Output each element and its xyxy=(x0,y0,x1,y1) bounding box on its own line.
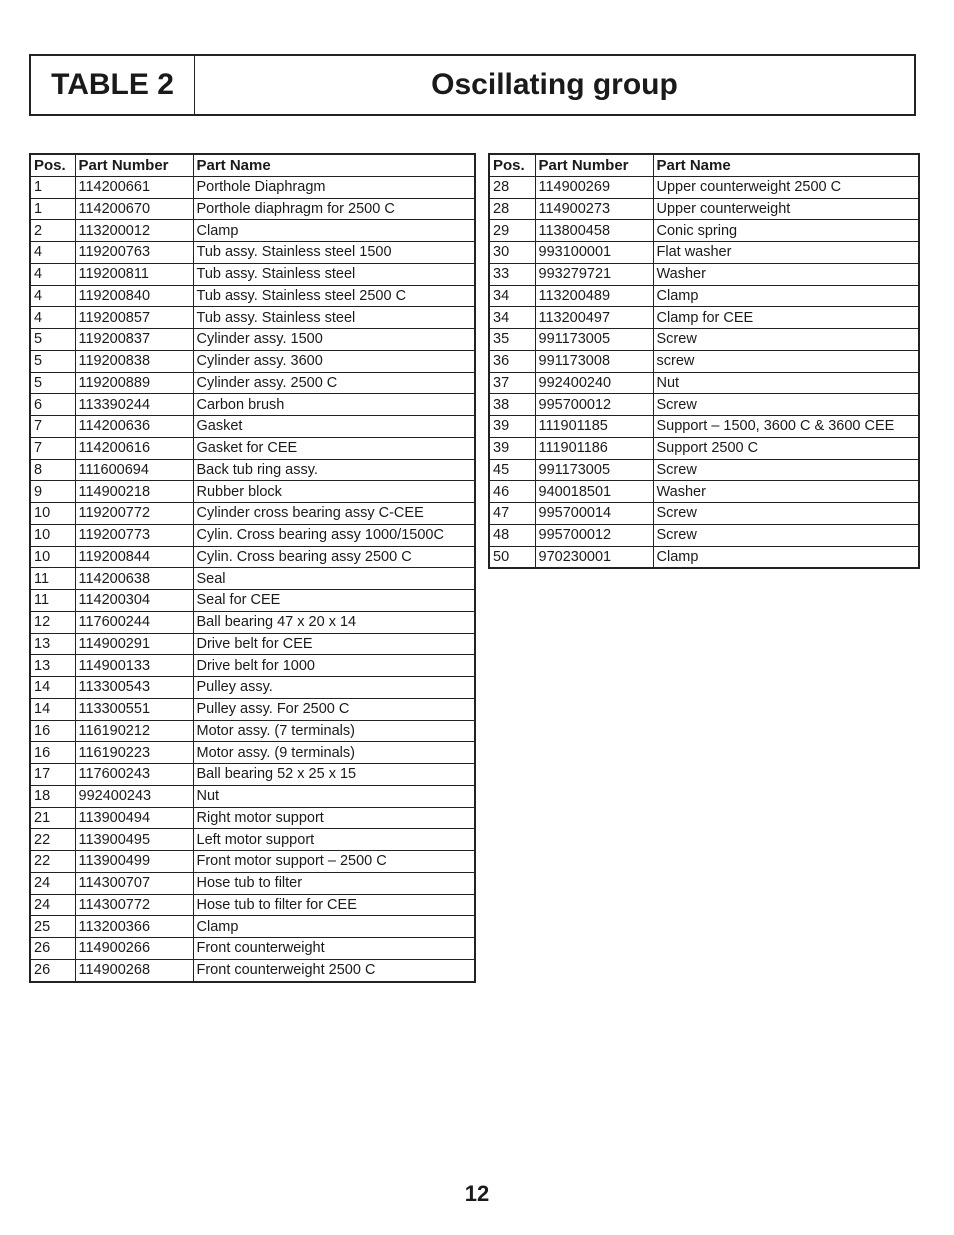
cell-part-name: Cylinder assy. 3600 xyxy=(193,350,475,372)
cell-pos: 1 xyxy=(30,198,75,220)
cell-part-number: 113900495 xyxy=(75,829,193,851)
cell-part-name: Screw xyxy=(653,524,919,546)
table-row xyxy=(30,416,475,438)
cell-part-number: 117600243 xyxy=(75,764,193,786)
cell-part-number: 119200772 xyxy=(75,503,193,525)
cell-pos: 5 xyxy=(30,372,75,394)
cell-pos: 10 xyxy=(30,546,75,568)
cell-part-name: Drive belt for CEE xyxy=(193,633,475,655)
cell-pos: 1 xyxy=(30,176,75,198)
cell-part-number: 995700012 xyxy=(535,524,653,546)
cell-part-name: Gasket for CEE xyxy=(193,437,475,459)
table-row xyxy=(30,546,475,568)
cell-part-name: Porthole Diaphragm xyxy=(193,176,475,198)
cell-part-number: 113390244 xyxy=(75,394,193,416)
table-row xyxy=(30,242,475,264)
cell-part-name: Screw xyxy=(653,503,919,525)
cell-part-number: 119200763 xyxy=(75,242,193,264)
cell-part-name: Ball bearing 52 x 25 x 15 xyxy=(193,764,475,786)
cell-pos: 10 xyxy=(30,503,75,525)
cell-part-number: 114900273 xyxy=(535,198,653,220)
cell-pos: 22 xyxy=(30,851,75,873)
cell-pos: 5 xyxy=(30,350,75,372)
cell-pos: 34 xyxy=(489,307,535,329)
table-row xyxy=(30,959,475,981)
cell-part-number: 119200811 xyxy=(75,263,193,285)
table-row xyxy=(489,198,919,220)
cell-part-number: 113300543 xyxy=(75,677,193,699)
cell-pos: 6 xyxy=(30,394,75,416)
cell-pos: 7 xyxy=(30,437,75,459)
cell-part-number: 111901186 xyxy=(535,437,653,459)
cell-part-name: Cylin. Cross bearing assy 2500 C xyxy=(193,546,475,568)
cell-part-name: Seal xyxy=(193,568,475,590)
cell-pos: 47 xyxy=(489,503,535,525)
cell-pos: 13 xyxy=(30,655,75,677)
cell-pos: 50 xyxy=(489,546,535,568)
table-row xyxy=(30,698,475,720)
cell-part-name: Upper counterweight 2500 C xyxy=(653,176,919,198)
table-row xyxy=(30,350,475,372)
cell-part-number: 991173005 xyxy=(535,329,653,351)
parts-table-right xyxy=(488,153,920,569)
cell-part-number: 113800458 xyxy=(535,220,653,242)
column-header-part-number: Part Number xyxy=(75,154,193,176)
cell-part-number: 114200670 xyxy=(75,198,193,220)
cell-pos: 48 xyxy=(489,524,535,546)
cell-part-number: 993279721 xyxy=(535,263,653,285)
cell-pos: 28 xyxy=(489,176,535,198)
table-title-box xyxy=(29,54,916,116)
cell-part-number: 993100001 xyxy=(535,242,653,264)
table-row xyxy=(30,329,475,351)
cell-pos: 11 xyxy=(30,590,75,612)
cell-pos: 26 xyxy=(30,959,75,981)
cell-part-number: 114900133 xyxy=(75,655,193,677)
cell-part-number: 992400243 xyxy=(75,785,193,807)
cell-part-number: 114200304 xyxy=(75,590,193,612)
table-row xyxy=(30,372,475,394)
cell-pos: 35 xyxy=(489,329,535,351)
table-row xyxy=(30,394,475,416)
cell-part-number: 113200012 xyxy=(75,220,193,242)
cell-part-number: 119200773 xyxy=(75,524,193,546)
table-label: TABLE 2 xyxy=(31,56,195,114)
cell-part-name: Cylinder assy. 1500 xyxy=(193,329,475,351)
cell-pos: 4 xyxy=(30,307,75,329)
page-title: Oscillating group xyxy=(431,68,678,101)
cell-part-name: Porthole diaphragm for 2500 C xyxy=(193,198,475,220)
table-row xyxy=(30,633,475,655)
cell-part-number: 995700014 xyxy=(535,503,653,525)
table-row xyxy=(30,176,475,198)
cell-part-number: 119200857 xyxy=(75,307,193,329)
cell-part-name: Clamp xyxy=(193,916,475,938)
cell-part-name: Pulley assy. For 2500 C xyxy=(193,698,475,720)
cell-part-name: Tub assy. Stainless steel xyxy=(193,307,475,329)
table-row xyxy=(489,372,919,394)
table-row xyxy=(30,851,475,873)
cell-part-number: 114900291 xyxy=(75,633,193,655)
table-row xyxy=(30,655,475,677)
cell-part-number: 970230001 xyxy=(535,546,653,568)
cell-pos: 4 xyxy=(30,285,75,307)
cell-pos: 39 xyxy=(489,416,535,438)
cell-part-name: Support – 1500, 3600 C & 3600 CEE xyxy=(653,416,919,438)
cell-part-number: 116190223 xyxy=(75,742,193,764)
cell-part-name: Right motor support xyxy=(193,807,475,829)
cell-part-name: Cylin. Cross bearing assy 1000/1500C xyxy=(193,524,475,546)
cell-part-name: Clamp for CEE xyxy=(653,307,919,329)
table-row xyxy=(30,220,475,242)
table-row xyxy=(30,285,475,307)
cell-part-number: 114200661 xyxy=(75,176,193,198)
cell-part-number: 114900218 xyxy=(75,481,193,503)
cell-pos: 4 xyxy=(30,242,75,264)
cell-part-name: Nut xyxy=(193,785,475,807)
cell-part-number: 114900268 xyxy=(75,959,193,981)
table-row xyxy=(489,220,919,242)
cell-part-number: 113300551 xyxy=(75,698,193,720)
cell-pos: 34 xyxy=(489,285,535,307)
cell-pos: 5 xyxy=(30,329,75,351)
cell-pos: 46 xyxy=(489,481,535,503)
cell-pos: 29 xyxy=(489,220,535,242)
table-row xyxy=(489,176,919,198)
cell-pos: 26 xyxy=(30,938,75,960)
cell-part-number: 992400240 xyxy=(535,372,653,394)
cell-part-name: Support 2500 C xyxy=(653,437,919,459)
table-row xyxy=(30,459,475,481)
cell-pos: 25 xyxy=(30,916,75,938)
cell-part-name: Flat washer xyxy=(653,242,919,264)
column-header-pos: Pos. xyxy=(489,154,535,176)
table-row xyxy=(30,829,475,851)
cell-part-name: Drive belt for 1000 xyxy=(193,655,475,677)
cell-part-name: Cylinder cross bearing assy C-CEE xyxy=(193,503,475,525)
cell-part-name: Ball bearing 47 x 20 x 14 xyxy=(193,611,475,633)
cell-part-number: 119200889 xyxy=(75,372,193,394)
cell-part-number: 111901185 xyxy=(535,416,653,438)
cell-pos: 28 xyxy=(489,198,535,220)
cell-part-name: Screw xyxy=(653,394,919,416)
cell-part-name: Gasket xyxy=(193,416,475,438)
cell-pos: 22 xyxy=(30,829,75,851)
table-row xyxy=(30,894,475,916)
cell-pos: 12 xyxy=(30,611,75,633)
cell-part-number: 114300772 xyxy=(75,894,193,916)
cell-part-number: 114200616 xyxy=(75,437,193,459)
cell-part-number: 114200636 xyxy=(75,416,193,438)
page-number: 12 xyxy=(464,1181,490,1206)
cell-part-name: Tub assy. Stainless steel 1500 xyxy=(193,242,475,264)
table-row xyxy=(489,329,919,351)
table-row xyxy=(489,263,919,285)
cell-pos: 33 xyxy=(489,263,535,285)
cell-part-name: Motor assy. (9 terminals) xyxy=(193,742,475,764)
cell-pos: 13 xyxy=(30,633,75,655)
table-row xyxy=(30,481,475,503)
cell-part-name: Carbon brush xyxy=(193,394,475,416)
table-row xyxy=(30,263,475,285)
cell-pos: 39 xyxy=(489,437,535,459)
cell-pos: 21 xyxy=(30,807,75,829)
table-row xyxy=(489,394,919,416)
cell-part-name: Clamp xyxy=(653,285,919,307)
cell-part-name: Clamp xyxy=(653,546,919,568)
table-row xyxy=(30,677,475,699)
parts-table-left xyxy=(29,153,476,983)
cell-part-name: Tub assy. Stainless steel xyxy=(193,263,475,285)
cell-part-name: Front counterweight xyxy=(193,938,475,960)
cell-pos: 38 xyxy=(489,394,535,416)
column-header-pos: Pos. xyxy=(30,154,75,176)
table-row xyxy=(489,546,919,568)
cell-part-name: Front motor support – 2500 C xyxy=(193,851,475,873)
cell-part-number: 940018501 xyxy=(535,481,653,503)
cell-part-name: Left motor support xyxy=(193,829,475,851)
cell-part-name: Tub assy. Stainless steel 2500 C xyxy=(193,285,475,307)
cell-part-name: Upper counterweight xyxy=(653,198,919,220)
table-row xyxy=(30,568,475,590)
cell-pos: 17 xyxy=(30,764,75,786)
cell-part-number: 113900494 xyxy=(75,807,193,829)
cell-part-number: 116190212 xyxy=(75,720,193,742)
cell-part-name: Pulley assy. xyxy=(193,677,475,699)
cell-pos: 7 xyxy=(30,416,75,438)
cell-part-number: 119200838 xyxy=(75,350,193,372)
table-row xyxy=(30,503,475,525)
table-row xyxy=(489,524,919,546)
table-row xyxy=(30,807,475,829)
table-row xyxy=(30,524,475,546)
cell-part-name: Washer xyxy=(653,263,919,285)
table-row xyxy=(30,720,475,742)
cell-part-number: 113200366 xyxy=(75,916,193,938)
cell-pos: 30 xyxy=(489,242,535,264)
cell-pos: 36 xyxy=(489,350,535,372)
table-row xyxy=(489,242,919,264)
cell-pos: 45 xyxy=(489,459,535,481)
cell-part-number: 119200837 xyxy=(75,329,193,351)
cell-part-number: 111600694 xyxy=(75,459,193,481)
table-row xyxy=(489,481,919,503)
cell-pos: 16 xyxy=(30,742,75,764)
cell-part-name: screw xyxy=(653,350,919,372)
table-row xyxy=(489,459,919,481)
table-row xyxy=(30,307,475,329)
cell-part-number: 114200638 xyxy=(75,568,193,590)
cell-part-name: Rubber block xyxy=(193,481,475,503)
cell-pos: 37 xyxy=(489,372,535,394)
cell-pos: 18 xyxy=(30,785,75,807)
column-header-part-name: Part Name xyxy=(653,154,919,176)
table-row xyxy=(489,350,919,372)
cell-part-name: Seal for CEE xyxy=(193,590,475,612)
cell-part-number: 114300707 xyxy=(75,872,193,894)
cell-part-name: Hose tub to filter xyxy=(193,872,475,894)
table-row xyxy=(489,285,919,307)
cell-part-name: Washer xyxy=(653,481,919,503)
cell-part-number: 991173005 xyxy=(535,459,653,481)
table-row xyxy=(30,785,475,807)
cell-part-number: 995700012 xyxy=(535,394,653,416)
cell-part-name: Clamp xyxy=(193,220,475,242)
table-row xyxy=(489,307,919,329)
table-row xyxy=(30,611,475,633)
table-row xyxy=(30,742,475,764)
table-row xyxy=(30,437,475,459)
cell-pos: 8 xyxy=(30,459,75,481)
table-row xyxy=(30,590,475,612)
table-row xyxy=(489,503,919,525)
table-row xyxy=(489,437,919,459)
cell-part-number: 117600244 xyxy=(75,611,193,633)
cell-part-name: Cylinder assy. 2500 C xyxy=(193,372,475,394)
cell-part-number: 114900269 xyxy=(535,176,653,198)
table-header-row xyxy=(489,154,919,176)
cell-part-number: 113200497 xyxy=(535,307,653,329)
cell-part-name: Screw xyxy=(653,459,919,481)
table-row xyxy=(30,916,475,938)
cell-part-number: 991173008 xyxy=(535,350,653,372)
cell-pos: 24 xyxy=(30,872,75,894)
cell-part-name: Front counterweight 2500 C xyxy=(193,959,475,981)
table-row xyxy=(30,198,475,220)
cell-part-name: Back tub ring assy. xyxy=(193,459,475,481)
cell-pos: 24 xyxy=(30,894,75,916)
column-header-part-name: Part Name xyxy=(193,154,475,176)
cell-part-number: 114900266 xyxy=(75,938,193,960)
cell-pos: 10 xyxy=(30,524,75,546)
cell-part-name: Nut xyxy=(653,372,919,394)
table-row xyxy=(30,764,475,786)
cell-part-number: 119200844 xyxy=(75,546,193,568)
cell-part-number: 119200840 xyxy=(75,285,193,307)
cell-part-name: Screw xyxy=(653,329,919,351)
cell-pos: 14 xyxy=(30,677,75,699)
cell-pos: 9 xyxy=(30,481,75,503)
cell-pos: 2 xyxy=(30,220,75,242)
cell-part-name: Motor assy. (7 terminals) xyxy=(193,720,475,742)
cell-part-name: Hose tub to filter for CEE xyxy=(193,894,475,916)
cell-pos: 16 xyxy=(30,720,75,742)
table-header-row xyxy=(30,154,475,176)
table-row xyxy=(30,938,475,960)
column-header-part-number: Part Number xyxy=(535,154,653,176)
cell-part-name: Conic spring xyxy=(653,220,919,242)
cell-pos: 11 xyxy=(30,568,75,590)
table-row xyxy=(489,416,919,438)
cell-part-number: 113900499 xyxy=(75,851,193,873)
table-row xyxy=(30,872,475,894)
cell-pos: 14 xyxy=(30,698,75,720)
cell-part-number: 113200489 xyxy=(535,285,653,307)
cell-pos: 4 xyxy=(30,263,75,285)
